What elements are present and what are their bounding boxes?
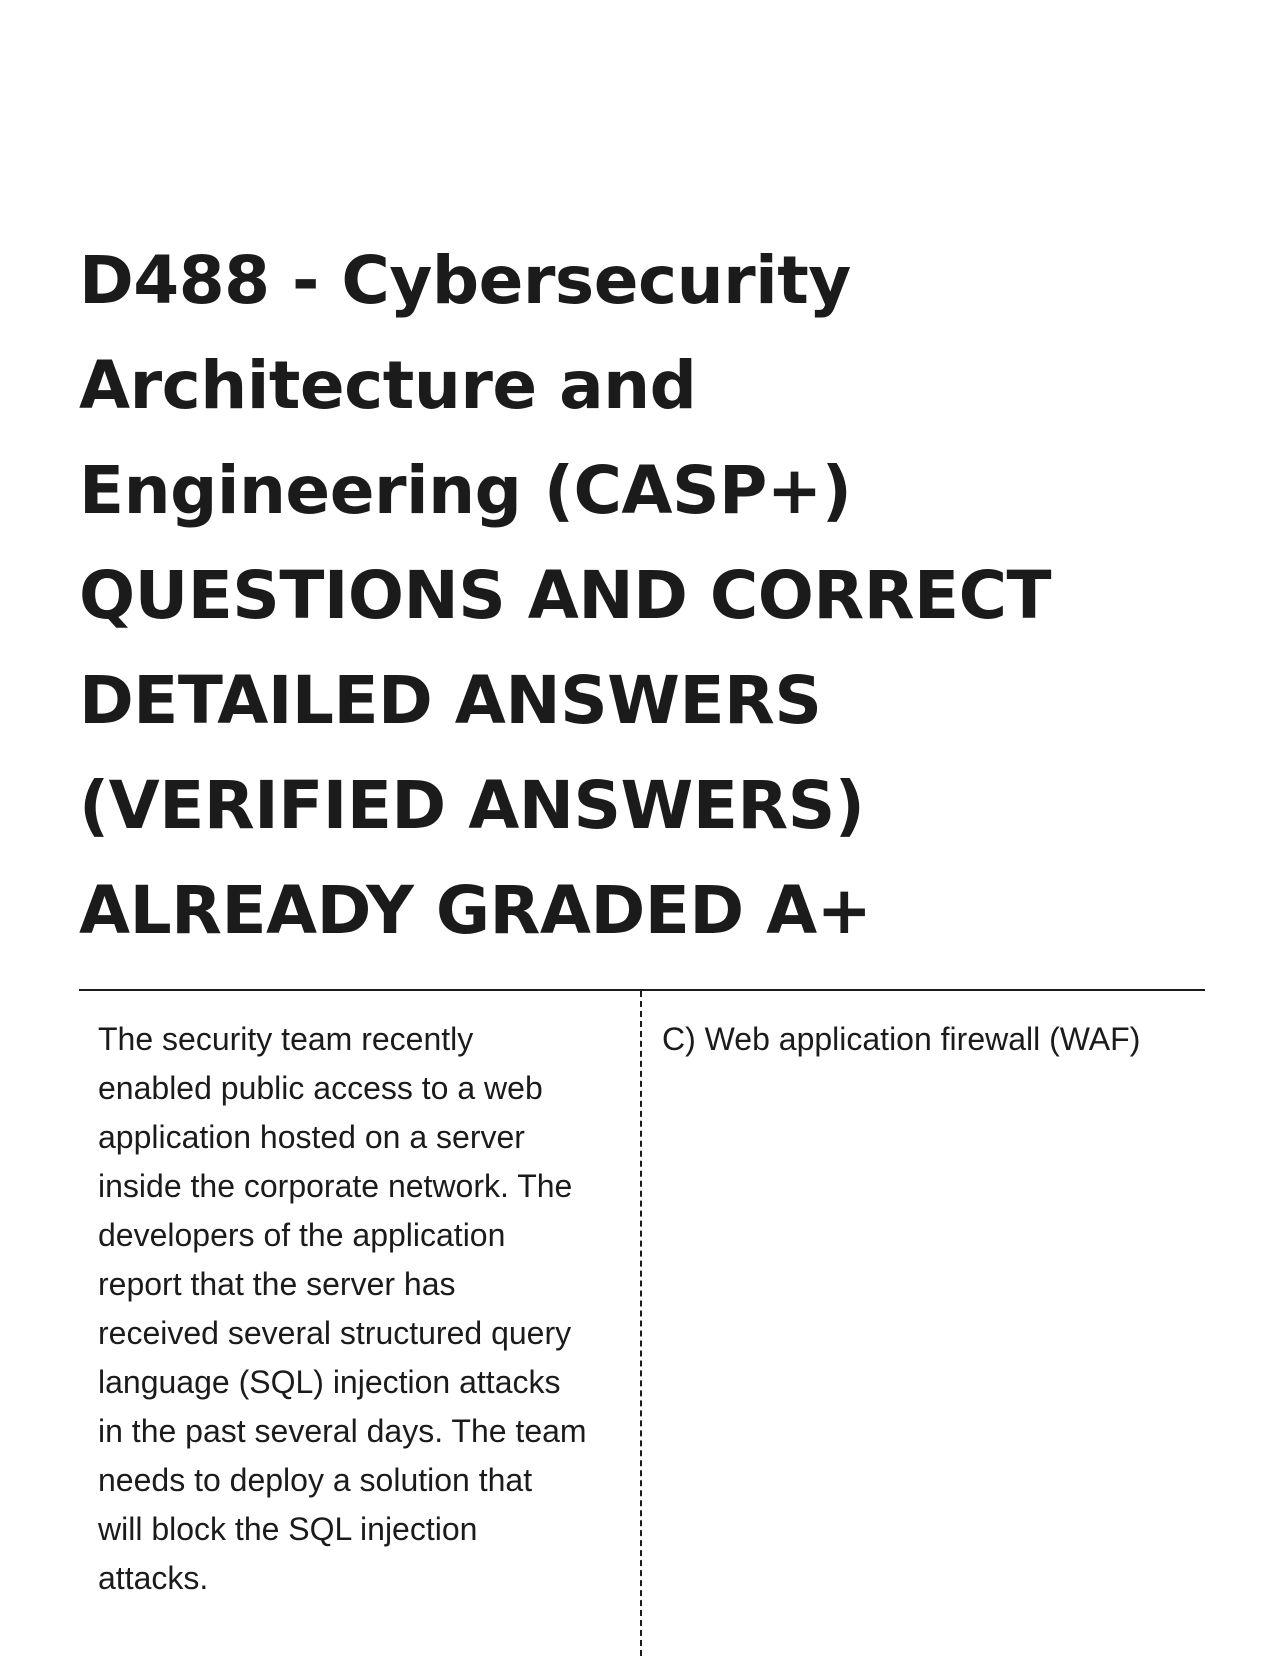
question-line: inside the corporate network. The [98, 1168, 573, 1204]
title-line: DETAILED ANSWERS [79, 662, 822, 739]
title-line: QUESTIONS AND CORRECT [79, 557, 1052, 634]
question-line: needs to deploy a solution that [98, 1462, 533, 1498]
title-line: Engineering (CASP+) [79, 452, 852, 529]
question-line: in the past several days. The team [98, 1413, 587, 1449]
question-line: attacks. [98, 1560, 209, 1596]
question-line: application hosted on a server [98, 1119, 525, 1155]
question-line: The security team recently [98, 1021, 474, 1057]
title-line: D488 - Cybersecurity [79, 242, 851, 319]
question-line: report that the server has [98, 1266, 456, 1302]
document-title [79, 228, 1219, 963]
question-cell [98, 1015, 618, 1603]
answer-cell: C) Web application firewall (WAF) [662, 1021, 1141, 1057]
flashcard-table [79, 991, 1205, 1656]
question-line: language (SQL) injection attacks [98, 1364, 561, 1400]
question-line: will block the SQL injection [98, 1511, 478, 1547]
title-line: Architecture and [79, 347, 697, 424]
question-line: received several structured query [98, 1315, 572, 1351]
title-line: (VERIFIED ANSWERS) [79, 767, 865, 844]
question-line: enabled public access to a web [98, 1070, 543, 1106]
column-separator [640, 991, 642, 1656]
title-line: ALREADY GRADED A+ [79, 872, 872, 949]
question-line: developers of the application [98, 1217, 506, 1253]
